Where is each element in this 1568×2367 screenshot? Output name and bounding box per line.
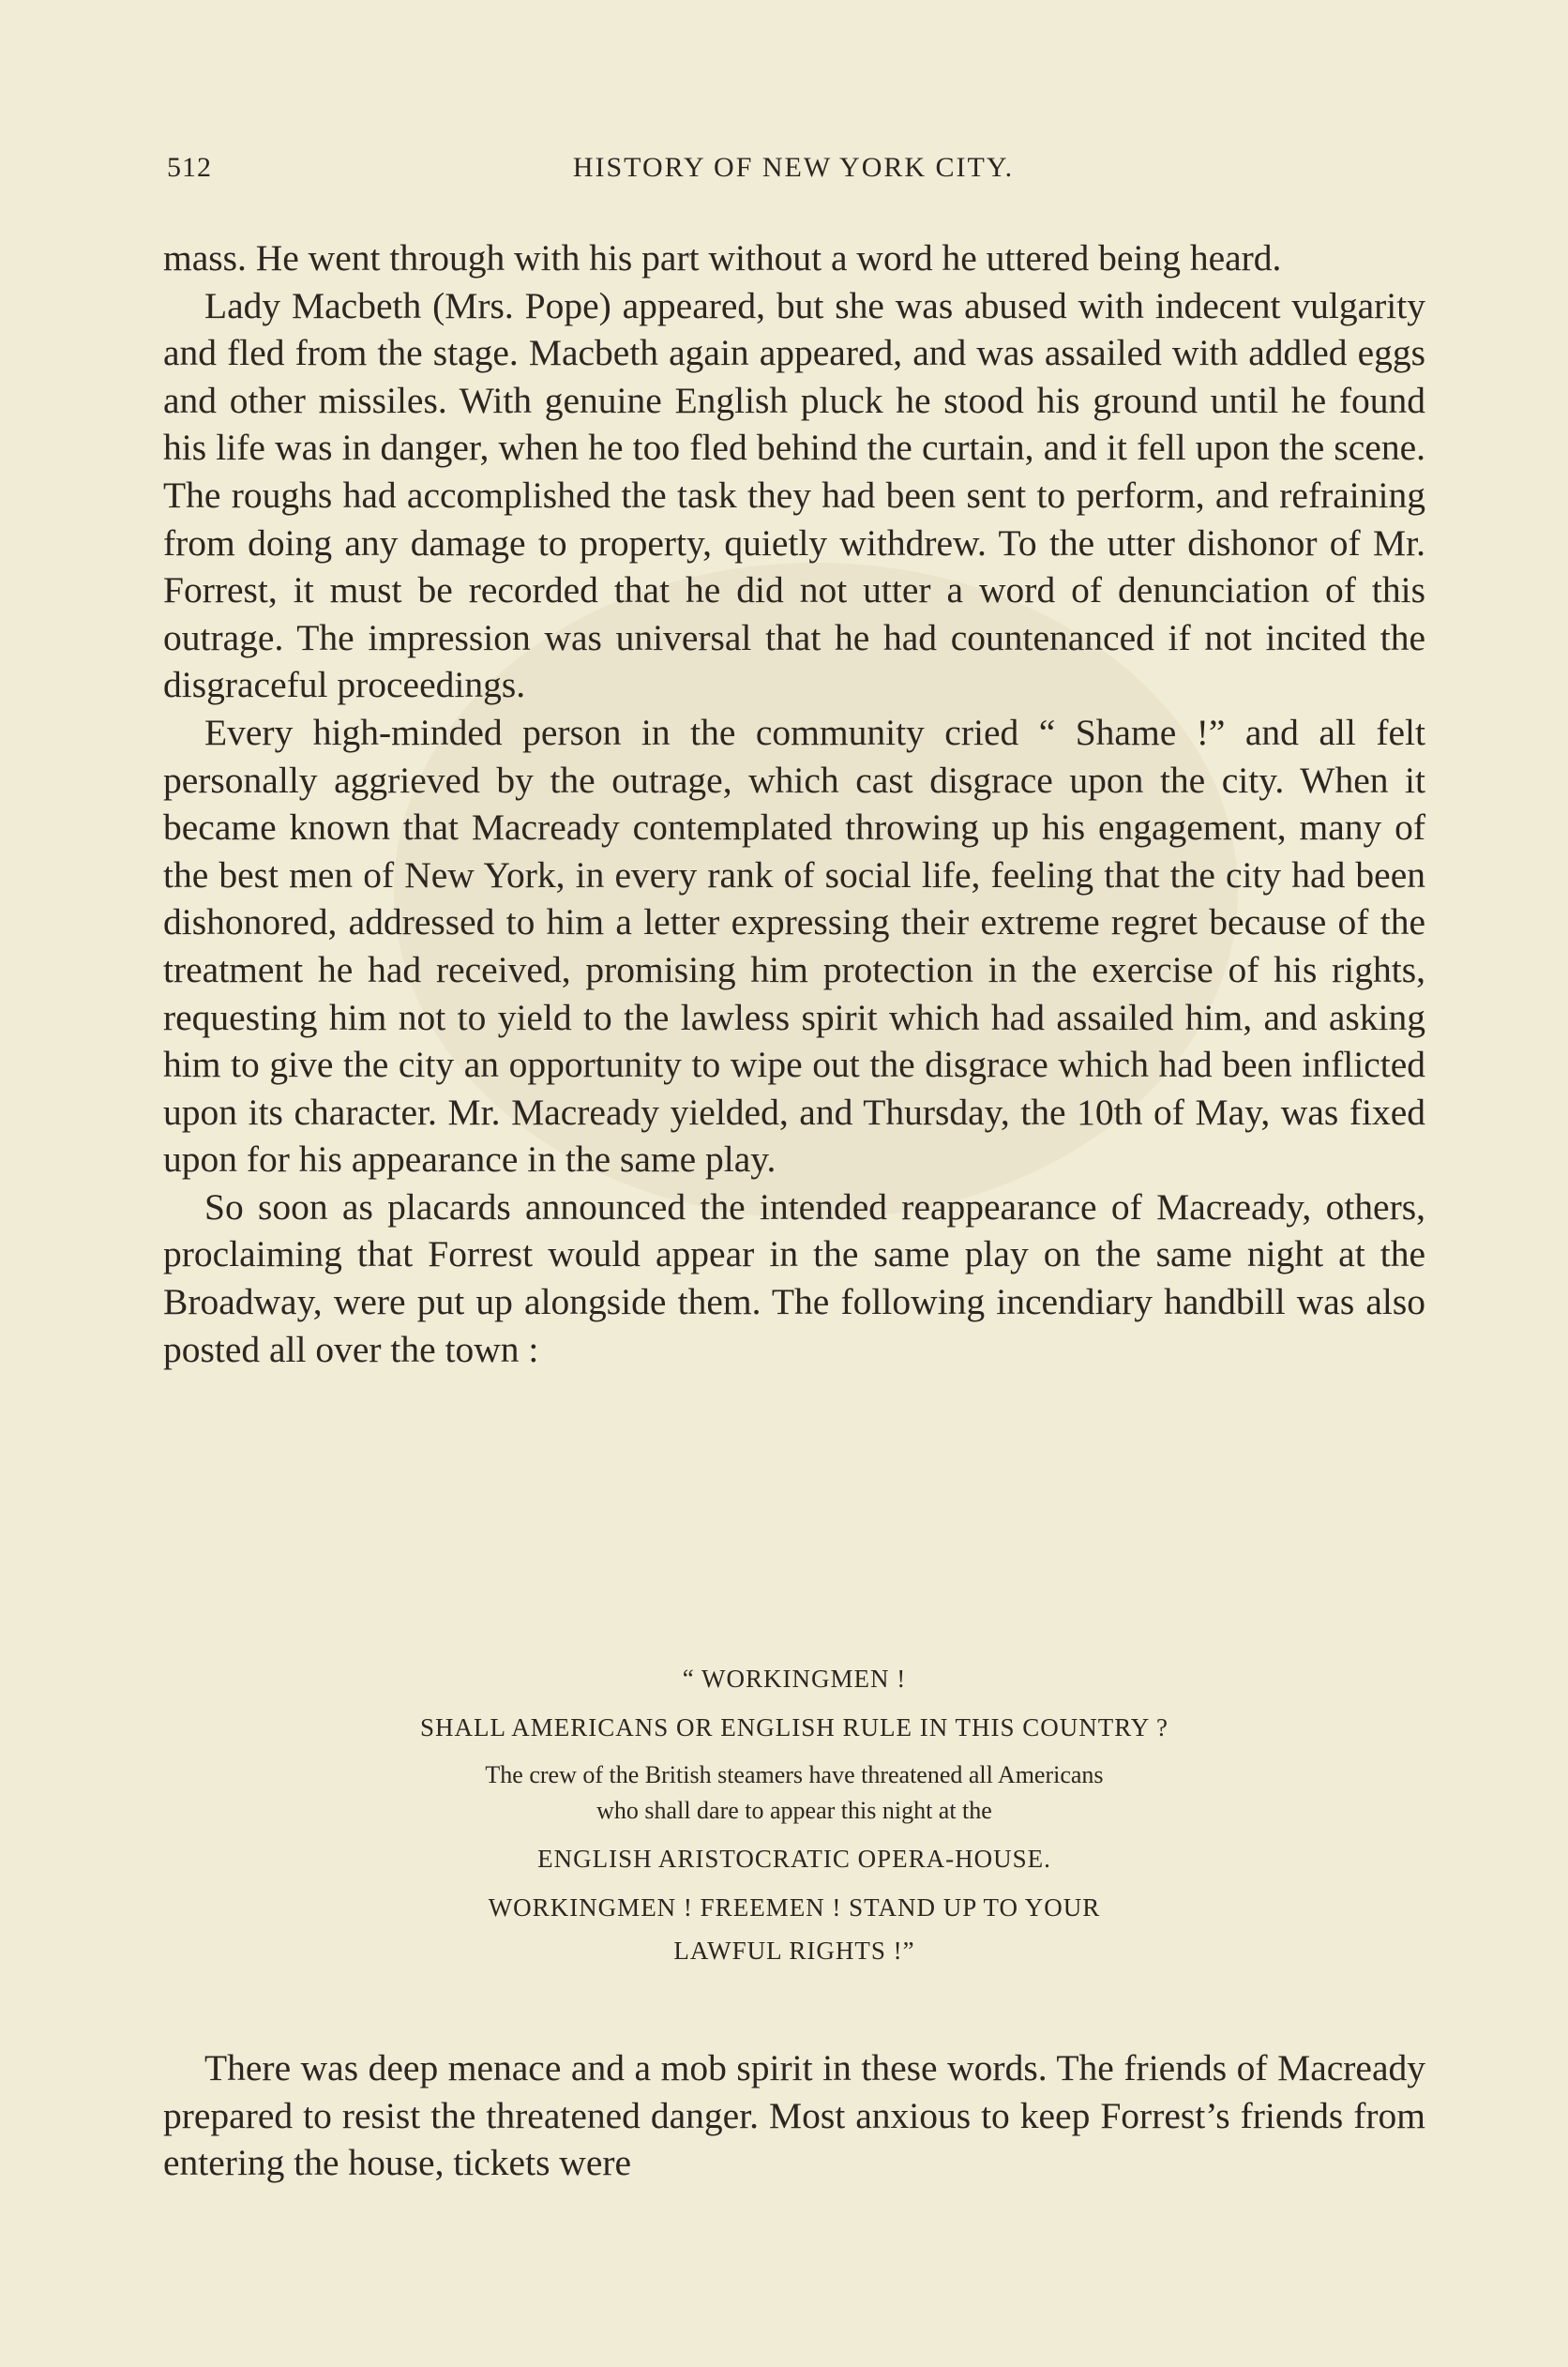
handbill-line: The crew of the British steamers have threatened all Americans	[485, 1761, 1104, 1788]
handbill-line: LAWFUL RIGHTS !”	[673, 1937, 915, 1965]
page-number: 512	[167, 152, 212, 183]
handbill-line: ENGLISH ARISTOCRATIC OPERA-HOUSE.	[537, 1845, 1051, 1873]
handbill-line: WORKINGMEN ! FREEMEN ! STAND UP TO YOUR	[488, 1893, 1101, 1922]
paragraph: Every high-minded person in the community cried “ Shame !” and all felt personally aggrieved by the outrage, which cast disgrace upon the city. When it became known that Macready contemplated throwing up his engagement, many of the best men of New York, in every rank of social life, feeling that the city had been dishonored, addressed to him a letter expressing their extreme regret because of the treatment he had received, promising him protection in the exercise of his rights, requesting him not to yield to the lawless spirit which had assailed him, and asking him to give the city an opportunity to wipe out the disgrace which had been inflicted upon its character. Mr. Macready yielded, and Thursday, the 10th of May, was fixed upon for his appearance in the same play.	[163, 711, 1425, 1181]
body-text	[163, 234, 1425, 1373]
paragraph: There was deep menace and a mob spirit in these words. The friends of Macready prepared to resist the threatened danger. Most anxious to keep Forrest’s friends from entering the house, tickets were	[163, 2047, 1425, 2184]
handbill-quote	[163, 1660, 1425, 1981]
book-title: HISTORY OF NEW YORK CITY.	[572, 152, 1015, 183]
paragraph: mass. He went through with his part without a word he uttered being heard.	[163, 237, 1282, 279]
handbill-group	[163, 1757, 1425, 1829]
closing-text	[163, 2044, 1425, 2187]
handbill-line: “ WORKINGMEN !	[682, 1665, 907, 1693]
handbill-line: SHALL AMERICANS OR ENGLISH RULE IN THIS COUNTRY ?	[419, 1713, 1168, 1741]
handbill-line: who shall dare to appear this night at the	[596, 1797, 992, 1824]
handbill-group	[163, 1889, 1425, 1969]
running-head	[167, 152, 1420, 193]
paragraph: So soon as placards announced the intended reappearance of Macready, others, proclaiming that Forrest would appear in the same play on the same night at the Broadway, were put up alongside them. The following incendiary handbill was also posted all over the town :	[163, 1185, 1425, 1370]
paragraph: Lady Macbeth (Mrs. Pope) appeared, but she was abused with indecent vulgarity and fled from the stage. Macbeth again appeared, and was assailed with addled eggs and other missiles. With genuine English pluck he stood his ground until he found his life was in danger, when he too fled behind the curtain, and it fell upon the scene. The roughs had accomplished the task they had been sent to perform, and refraining from doing any damage to property, quietly withdrew. To the utter dishonor of Mr. Forrest, it must be recorded that he did not utter a word of denunciation of this outrage. The impression was universal that he had countenanced if not incited the disgraceful proceedings.	[163, 284, 1425, 706]
